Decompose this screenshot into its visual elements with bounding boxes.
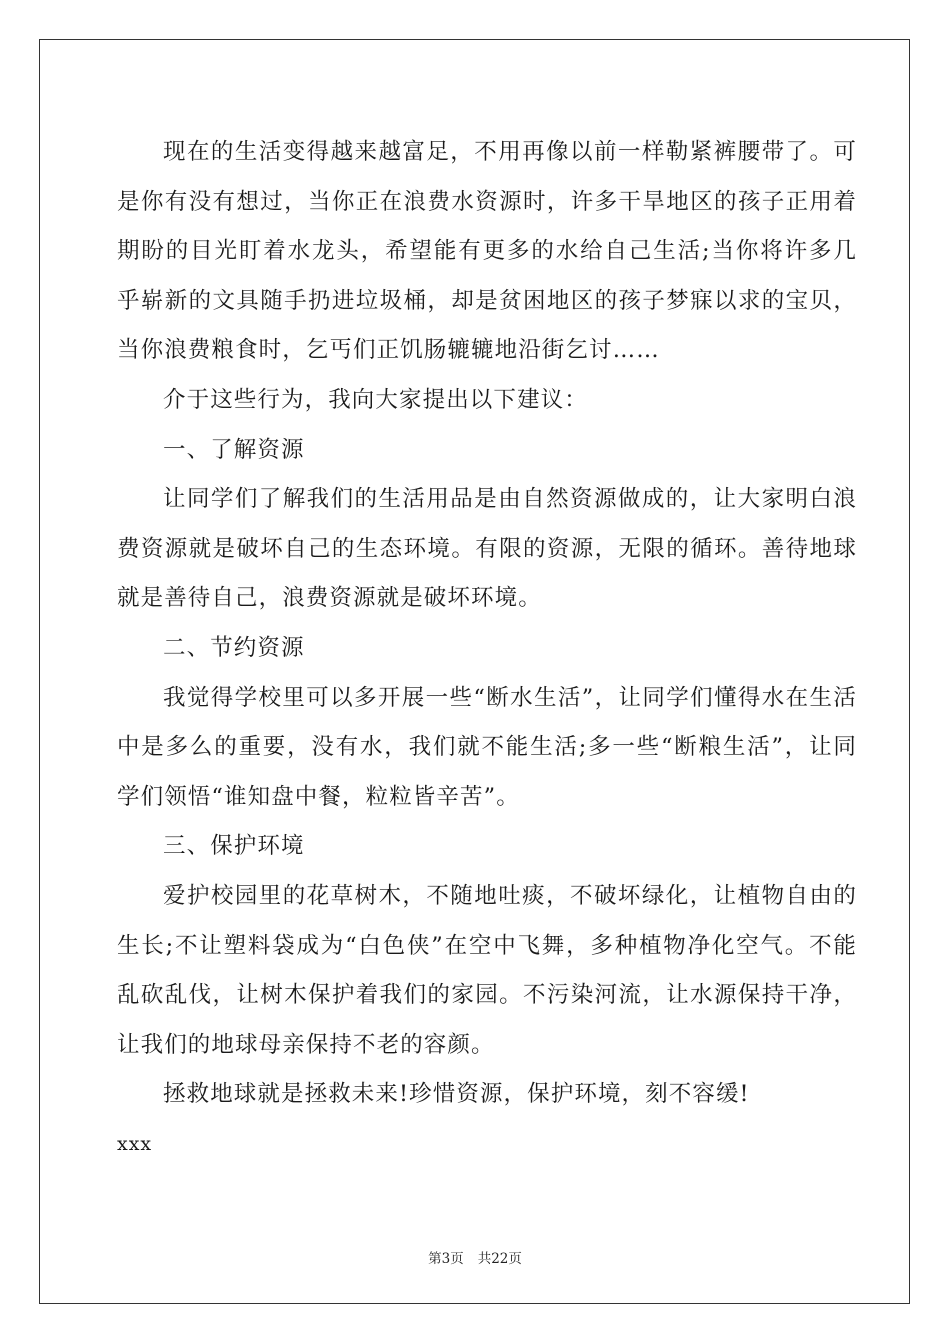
- signature: xxx: [117, 1132, 153, 1155]
- paragraph-wasteful-life: 现在的生活变得越来越富足，不用再像以前一样勒紧裤腰带了。可是你有没有想过，当你正在浪费水资源时，许多干旱地区的孩子正用着期盼的目光盯着水龙头，希望能有更多的水给自己生活;当你将许多几乎崭新的文具随手扔进垃圾桶，却是贫困地区的孩子梦寐以求的宝贝，当你浪费粮食时，乞丐们正饥肠辘辘地沿街乞讨……: [117, 139, 857, 364]
- page-footer: [0, 1247, 950, 1267]
- heading-protect-environment: 三、保护环境: [163, 833, 305, 860]
- page-number-current: 第3页: [428, 1251, 464, 1267]
- paragraph-understand-resources: 让同学们了解我们的生活用品是由自然资源做成的，让大家明白浪费资源就是破坏自己的生态环境。有限的资源，无限的循环。善待地球就是善待自己，浪费资源就是破坏环境。: [117, 486, 857, 612]
- document-body: [117, 128, 857, 1169]
- paragraph-suggestions-intro: 介于这些行为，我向大家提出以下建议：: [163, 386, 588, 413]
- heading-save-resources: 二、节约资源: [163, 634, 305, 661]
- paragraph-save-resources: 我觉得学校里可以多开展一些“断水生活”，让同学们懂得水在生活中是多么的重要，没有水，我们就不能生活;多一些“断粮生活”，让同学们领悟“谁知盘中餐，粒粒皆辛苦”。: [117, 684, 857, 810]
- page-number-total: 共22页: [477, 1251, 522, 1267]
- paragraph-closing-slogan: 拯救地球就是拯救未来!珍惜资源，保护环境，刻不容缓!: [163, 1081, 750, 1108]
- heading-understand-resources: 一、了解资源: [163, 436, 305, 463]
- paragraph-protect-environment: 爱护校园里的花草树木，不随地吐痰，不破坏绿化，让植物自由的生长;不让塑料袋成为“白色侠”在空中飞舞，多种植物净化空气。不能乱砍乱伐，让树木保护着我们的家园。不污染河流，让水源保持干净，让我们的地球母亲保持不老的容颜。: [117, 882, 857, 1058]
